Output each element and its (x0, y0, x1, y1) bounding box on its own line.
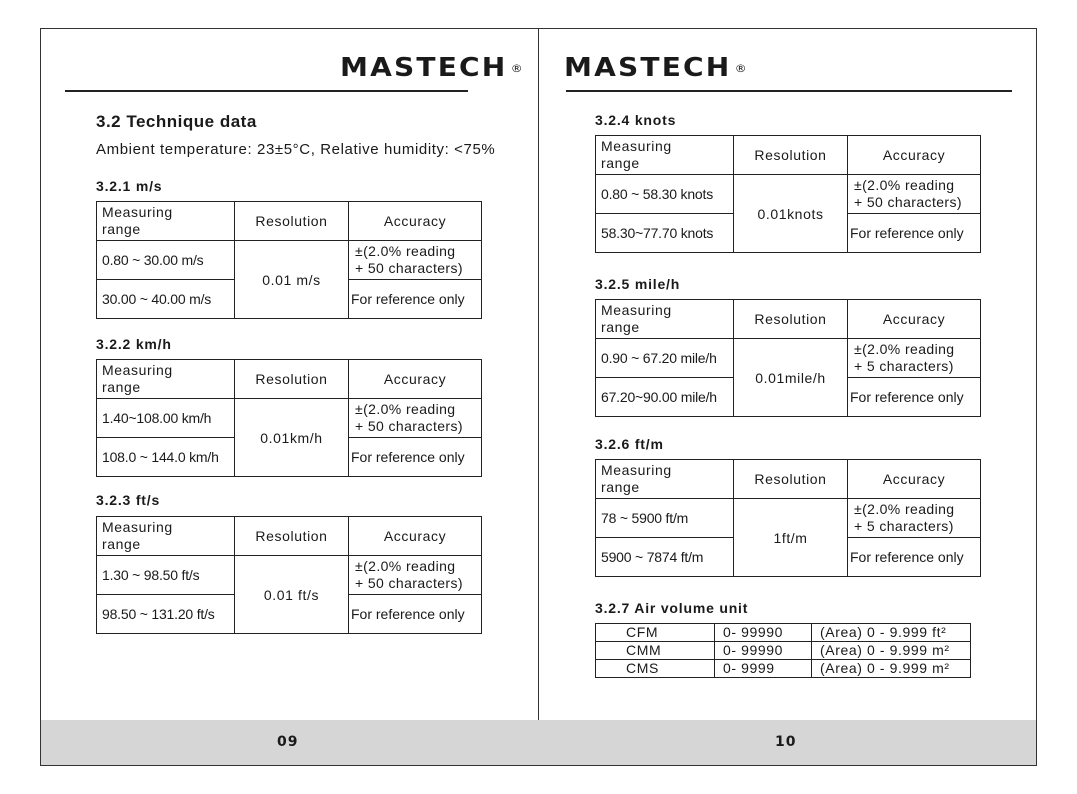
table-row (97, 241, 482, 280)
area-cell: (Area) 0 - 9.999 ft² (812, 624, 971, 642)
table-header-row (596, 136, 981, 175)
footer-bar (41, 720, 1036, 765)
range-cell: 1.40~108.00 km/h (97, 399, 235, 438)
accuracy-line: + 5 characters) (854, 518, 954, 534)
table-row (596, 339, 981, 378)
header-rule-left (65, 90, 468, 92)
table-header-row (97, 202, 482, 241)
range-header (97, 360, 235, 399)
range-header-line: range (102, 221, 141, 237)
spec-table-mileh (595, 299, 981, 417)
range-header (596, 460, 734, 499)
accuracy-line: ±(2.0% reading (854, 501, 955, 517)
page-divider (538, 28, 539, 766)
range-cell: 0- 9999 (715, 660, 812, 678)
table-header-row (97, 360, 482, 399)
brand-logo-right (564, 53, 749, 83)
accuracy-line: For reference only (850, 549, 964, 565)
range-header (97, 202, 235, 241)
range-cell: 5900 ~ 7874 ft/m (596, 538, 734, 577)
accuracy-line: + 5 characters) (854, 358, 954, 374)
resolution-header: Resolution (734, 136, 848, 175)
accuracy-cell (848, 175, 981, 214)
table-row (596, 499, 981, 538)
area-cell: (Area) 0 - 9.999 m² (812, 642, 971, 660)
spec-table-fts (96, 516, 482, 634)
range-cell: 0- 99990 (715, 624, 812, 642)
range-header-line: range (102, 379, 141, 395)
accuracy-header: Accuracy (349, 202, 482, 241)
conditions-text: Ambient temperature: 23±5°C, Relative humidity: <75% (96, 141, 496, 158)
table-heading: 3.2.1 m/s (96, 178, 163, 194)
accuracy-cell (349, 595, 482, 634)
accuracy-cell (848, 538, 981, 577)
accuracy-cell (349, 280, 482, 319)
range-header-line: range (601, 155, 640, 171)
resolution-header: Resolution (235, 360, 349, 399)
table-row (97, 399, 482, 438)
range-cell: 0.80 ~ 58.30 knots (596, 175, 734, 214)
table-row (596, 175, 981, 214)
range-header-line: Measuring (601, 302, 672, 318)
resolution-cell: 1ft/m (734, 499, 848, 577)
registered-mark: ® (510, 62, 525, 75)
accuracy-line: ±(2.0% reading (854, 341, 955, 357)
unit-cell: CMM (596, 642, 715, 660)
accuracy-header: Accuracy (848, 300, 981, 339)
air-volume-table (595, 623, 971, 678)
resolution-header: Resolution (734, 300, 848, 339)
spec-table-ms (96, 201, 482, 319)
range-cell: 30.00 ~ 40.00 m/s (97, 280, 235, 319)
range-header-line: range (102, 536, 141, 552)
unit-cell: CFM (596, 624, 715, 642)
range-cell: 58.30~77.70 knots (596, 214, 734, 253)
accuracy-line: ±(2.0% reading (355, 401, 456, 417)
resolution-cell: 0.01mile/h (734, 339, 848, 417)
spec-table-ftm (595, 459, 981, 577)
range-cell: 0- 99990 (715, 642, 812, 660)
accuracy-line: ±(2.0% reading (355, 243, 456, 259)
table-row (596, 642, 971, 660)
range-header (596, 300, 734, 339)
spec-table-kmh (96, 359, 482, 477)
range-cell: 67.20~90.00 mile/h (596, 378, 734, 417)
resolution-header: Resolution (734, 460, 848, 499)
range-header (97, 517, 235, 556)
table-heading: 3.2.2 km/h (96, 336, 172, 352)
accuracy-line: + 50 characters) (355, 260, 463, 276)
resolution-cell: 0.01 ft/s (235, 556, 349, 634)
accuracy-header: Accuracy (848, 136, 981, 175)
accuracy-header: Accuracy (349, 517, 482, 556)
registered-mark: ® (734, 62, 749, 75)
unit-cell: CMS (596, 660, 715, 678)
table-heading: 3.2.4 knots (595, 112, 677, 128)
brand-name: MASTECH (340, 53, 508, 83)
accuracy-header: Accuracy (848, 460, 981, 499)
accuracy-cell (848, 499, 981, 538)
accuracy-line: + 50 characters) (355, 418, 463, 434)
page-number-right: 10 (775, 734, 797, 750)
table-header-row (596, 300, 981, 339)
accuracy-line: ±(2.0% reading (355, 558, 456, 574)
table-heading: 3.2.6 ft/m (595, 436, 664, 452)
accuracy-line: For reference only (850, 389, 964, 405)
accuracy-cell (848, 214, 981, 253)
range-header (596, 136, 734, 175)
range-header-line: Measuring (601, 462, 672, 478)
resolution-header: Resolution (235, 202, 349, 241)
range-header-line: range (601, 319, 640, 335)
area-cell: (Area) 0 - 9.999 m² (812, 660, 971, 678)
accuracy-line: ±(2.0% reading (854, 177, 955, 193)
accuracy-cell (349, 438, 482, 477)
accuracy-line: + 50 characters) (355, 575, 463, 591)
brand-name: MASTECH (564, 53, 732, 83)
table-heading: 3.2.7 Air volume unit (595, 600, 749, 616)
accuracy-line: For reference only (351, 606, 465, 622)
range-cell: 1.30 ~ 98.50 ft/s (97, 556, 235, 595)
range-cell: 98.50 ~ 131.20 ft/s (97, 595, 235, 634)
table-row (97, 556, 482, 595)
range-cell: 0.80 ~ 30.00 m/s (97, 241, 235, 280)
range-header-line: Measuring (102, 204, 173, 220)
accuracy-line: For reference only (351, 291, 465, 307)
table-heading: 3.2.5 mile/h (595, 276, 681, 292)
range-header-line: range (601, 479, 640, 495)
table-row (596, 660, 971, 678)
resolution-cell: 0.01km/h (235, 399, 349, 477)
accuracy-cell (349, 556, 482, 595)
table-header-row (596, 460, 981, 499)
accuracy-cell (848, 339, 981, 378)
accuracy-cell (349, 399, 482, 438)
resolution-cell: 0.01knots (734, 175, 848, 253)
range-header-line: Measuring (102, 519, 173, 535)
accuracy-line: For reference only (351, 449, 465, 465)
range-cell: 108.0 ~ 144.0 km/h (97, 438, 235, 477)
accuracy-line: + 50 characters) (854, 194, 962, 210)
spec-table-knots (595, 135, 981, 253)
accuracy-header: Accuracy (349, 360, 482, 399)
accuracy-cell (848, 378, 981, 417)
resolution-header: Resolution (235, 517, 349, 556)
range-header-line: Measuring (102, 362, 173, 378)
resolution-cell: 0.01 m/s (235, 241, 349, 319)
accuracy-line: For reference only (850, 225, 964, 241)
header-rule-right (566, 90, 1012, 92)
range-header-line: Measuring (601, 138, 672, 154)
range-cell: 0.90 ~ 67.20 mile/h (596, 339, 734, 378)
table-row (596, 624, 971, 642)
accuracy-cell (349, 241, 482, 280)
page-number-left: 09 (277, 734, 299, 750)
table-heading: 3.2.3 ft/s (96, 492, 161, 508)
range-cell: 78 ~ 5900 ft/m (596, 499, 734, 538)
section-title: 3.2 Technique data (96, 112, 257, 131)
brand-logo-left (340, 53, 525, 83)
table-header-row (97, 517, 482, 556)
